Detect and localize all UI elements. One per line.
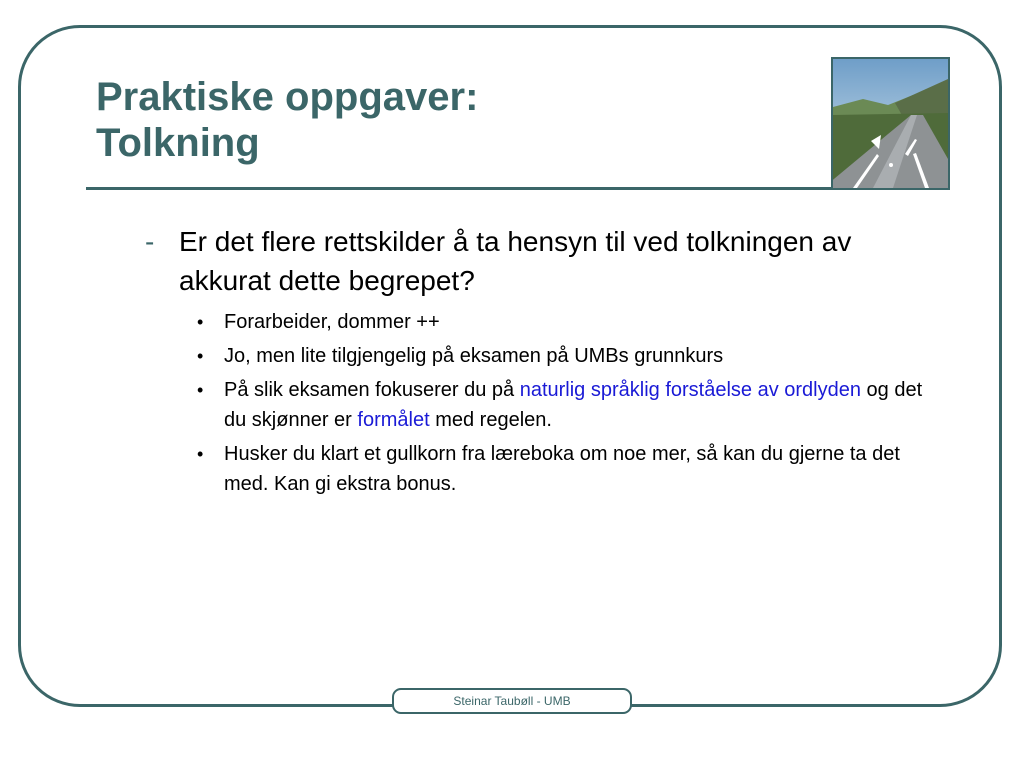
dash-marker: - [145, 226, 155, 257]
sub-point-text [224, 375, 936, 435]
sub-point-text: Jo, men lite tilgjengelig på eksamen på UMBs grunnkurs [224, 345, 724, 367]
road-photo-graphic [833, 59, 948, 188]
sub-point-text-part: med regelen. [429, 409, 552, 431]
main-point [145, 222, 945, 300]
title-line-1: Praktiske oppgaver: [96, 75, 479, 119]
title-line-2: Tolkning [96, 121, 260, 165]
highlight-text: formålet [357, 409, 430, 431]
road-photo-icon [831, 57, 950, 190]
list-item [197, 307, 945, 337]
highlight-text: naturlig språklig forståelse av ordlyden [519, 379, 861, 401]
sub-point-list [145, 307, 945, 499]
bullet-icon: • [197, 346, 204, 366]
list-item [197, 375, 945, 435]
bullet-icon: • [197, 380, 204, 400]
sub-point-text-part: og det du skjønner er [224, 379, 923, 431]
main-point-text: Er det flere rettskilder å ta hensyn til ved tolkningen av akkurat dette begrepet? [179, 226, 852, 296]
bullet-icon: • [197, 312, 204, 332]
sub-point-text: Forarbeider, dommer ++ [224, 311, 440, 333]
sub-point-text-part: På slik eksamen fokuserer du på [224, 379, 520, 401]
list-item [197, 341, 945, 371]
bullet-icon: • [197, 444, 204, 464]
sub-point-text: Husker du klart et gullkorn fra læreboka om noe mer, så kan du gjerne ta det med. Kan gi ekstra bonus. [224, 443, 900, 495]
slide-title [96, 74, 478, 166]
title-divider [86, 187, 834, 190]
footer: Steinar Taubøll - UMB [392, 688, 632, 714]
slide-body [145, 222, 945, 503]
list-item [197, 439, 945, 499]
